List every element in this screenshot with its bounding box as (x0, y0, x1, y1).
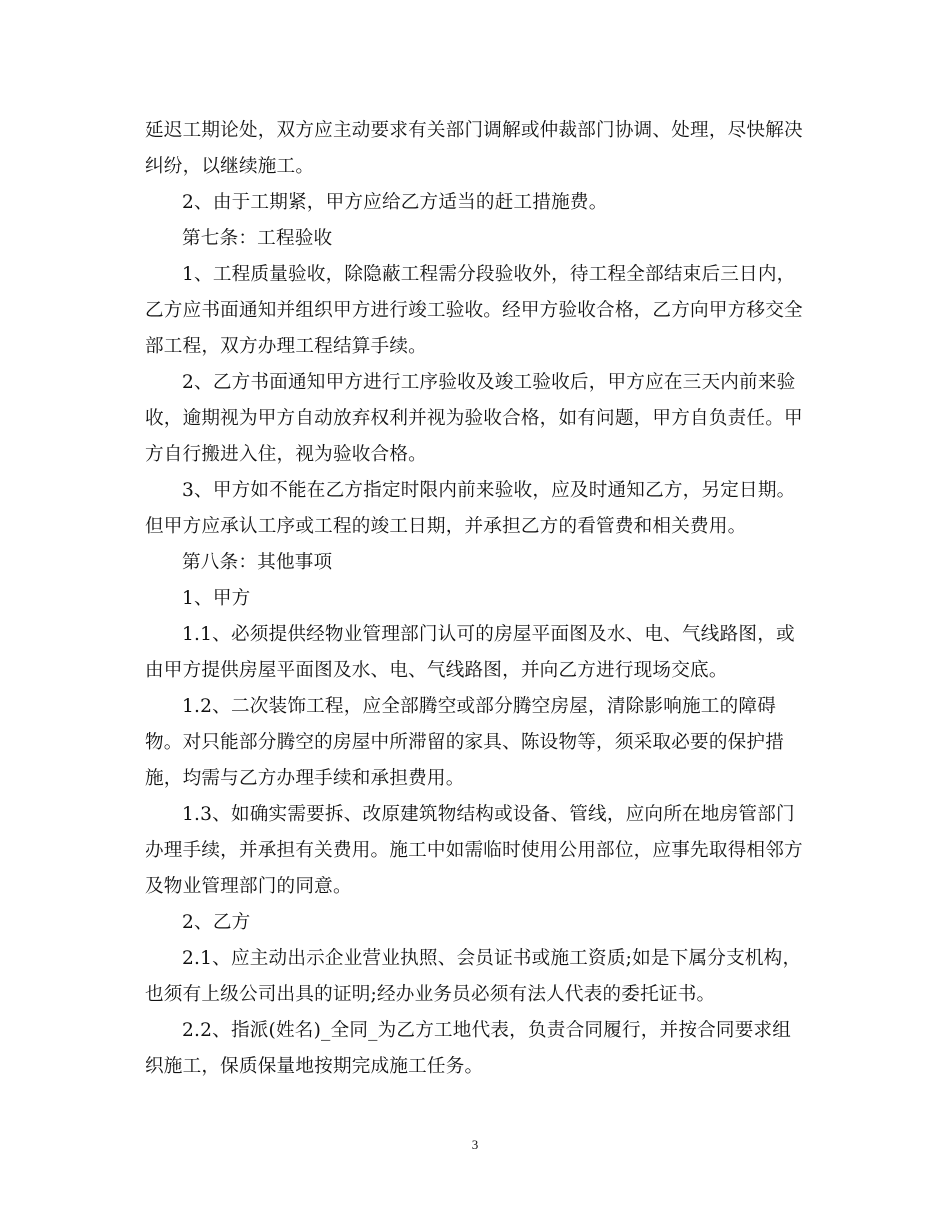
text-line: 2、乙方书面通知甲方进行工序验收及竣工验收后，甲方应在三天内前来验 (182, 372, 796, 393)
text-line: 延迟工期论处，双方应主动要求有关部门调解或仲裁部门协调、处理，尽快解决 (145, 120, 803, 141)
text-line: 2.2、指派(姓名)_全同_为乙方工地代表，负责合同履行，并按合同要求组 (182, 1020, 792, 1041)
text-line: 纠纷，以继续施工。 (145, 156, 315, 177)
page-number: 3 (471, 1137, 479, 1152)
subsection-heading: 1、甲方 (182, 588, 251, 609)
section-heading: 第八条：其他事项 (182, 552, 333, 573)
subsection-heading: 2、乙方 (182, 912, 251, 933)
text-line: 物。对只能部分腾空的房屋中所滞留的家具、陈设物等，须采取必要的保护措 (145, 732, 784, 753)
text-line: 2、由于工期紧，甲方应给乙方适当的赶工措施费。 (182, 192, 608, 213)
text-line: 1.1、必须提供经物业管理部门认可的房屋平面图及水、电、气线路图，或 (182, 624, 795, 645)
text-line: 由甲方提供房屋平面图及水、电、气线路图，并向乙方进行现场交底。 (145, 660, 728, 681)
text-line: 3、甲方如不能在乙方指定时限内前来验收，应及时通知乙方，另定日期。 (182, 480, 796, 501)
text-line: 但甲方应承认工序或工程的竣工日期，并承担乙方的看管费和相关费用。 (145, 516, 747, 537)
text-line: 方自行搬进入住，视为验收合格。 (145, 444, 427, 465)
text-line: 1、工程质量验收，除隐蔽工程需分段验收外，待工程全部结束后三日内， (182, 264, 796, 285)
text-line: 施，均需与乙方办理手续和承担费用。 (145, 768, 465, 789)
section-heading: 第七条：工程验收 (182, 228, 333, 249)
text-line: 2.1、应主动出示企业营业执照、会员证书或施工资质;如是下属分支机构， (182, 948, 802, 969)
text-line: 织施工，保质保量地按期完成施工任务。 (145, 1056, 484, 1077)
text-line: 乙方应书面通知并组织甲方进行竣工验收。经甲方验收合格，乙方向甲方移交全 (145, 300, 803, 321)
text-line: 收，逾期视为甲方自动放弃权利并视为验收合格，如有问题，甲方自负责任。甲 (145, 408, 803, 429)
text-line: 及物业管理部门的同意。 (145, 876, 352, 897)
text-line: 也须有上级公司出具的证明;经办业务员必须有法人代表的委托证书。 (145, 984, 716, 1005)
text-line: 1.2、二次装饰工程，应全部腾空或部分腾空房屋，清除影响施工的障碍 (182, 696, 776, 717)
text-line: 1.3、如确实需要拆、改原建筑物结构或设备、管线，应向所在地房管部门 (182, 804, 795, 825)
text-line: 办理手续，并承担有关费用。施工中如需临时使用公用部位，应事先取得相邻方 (145, 840, 803, 861)
text-line: 部工程，双方办理工程结算手续。 (145, 336, 427, 357)
